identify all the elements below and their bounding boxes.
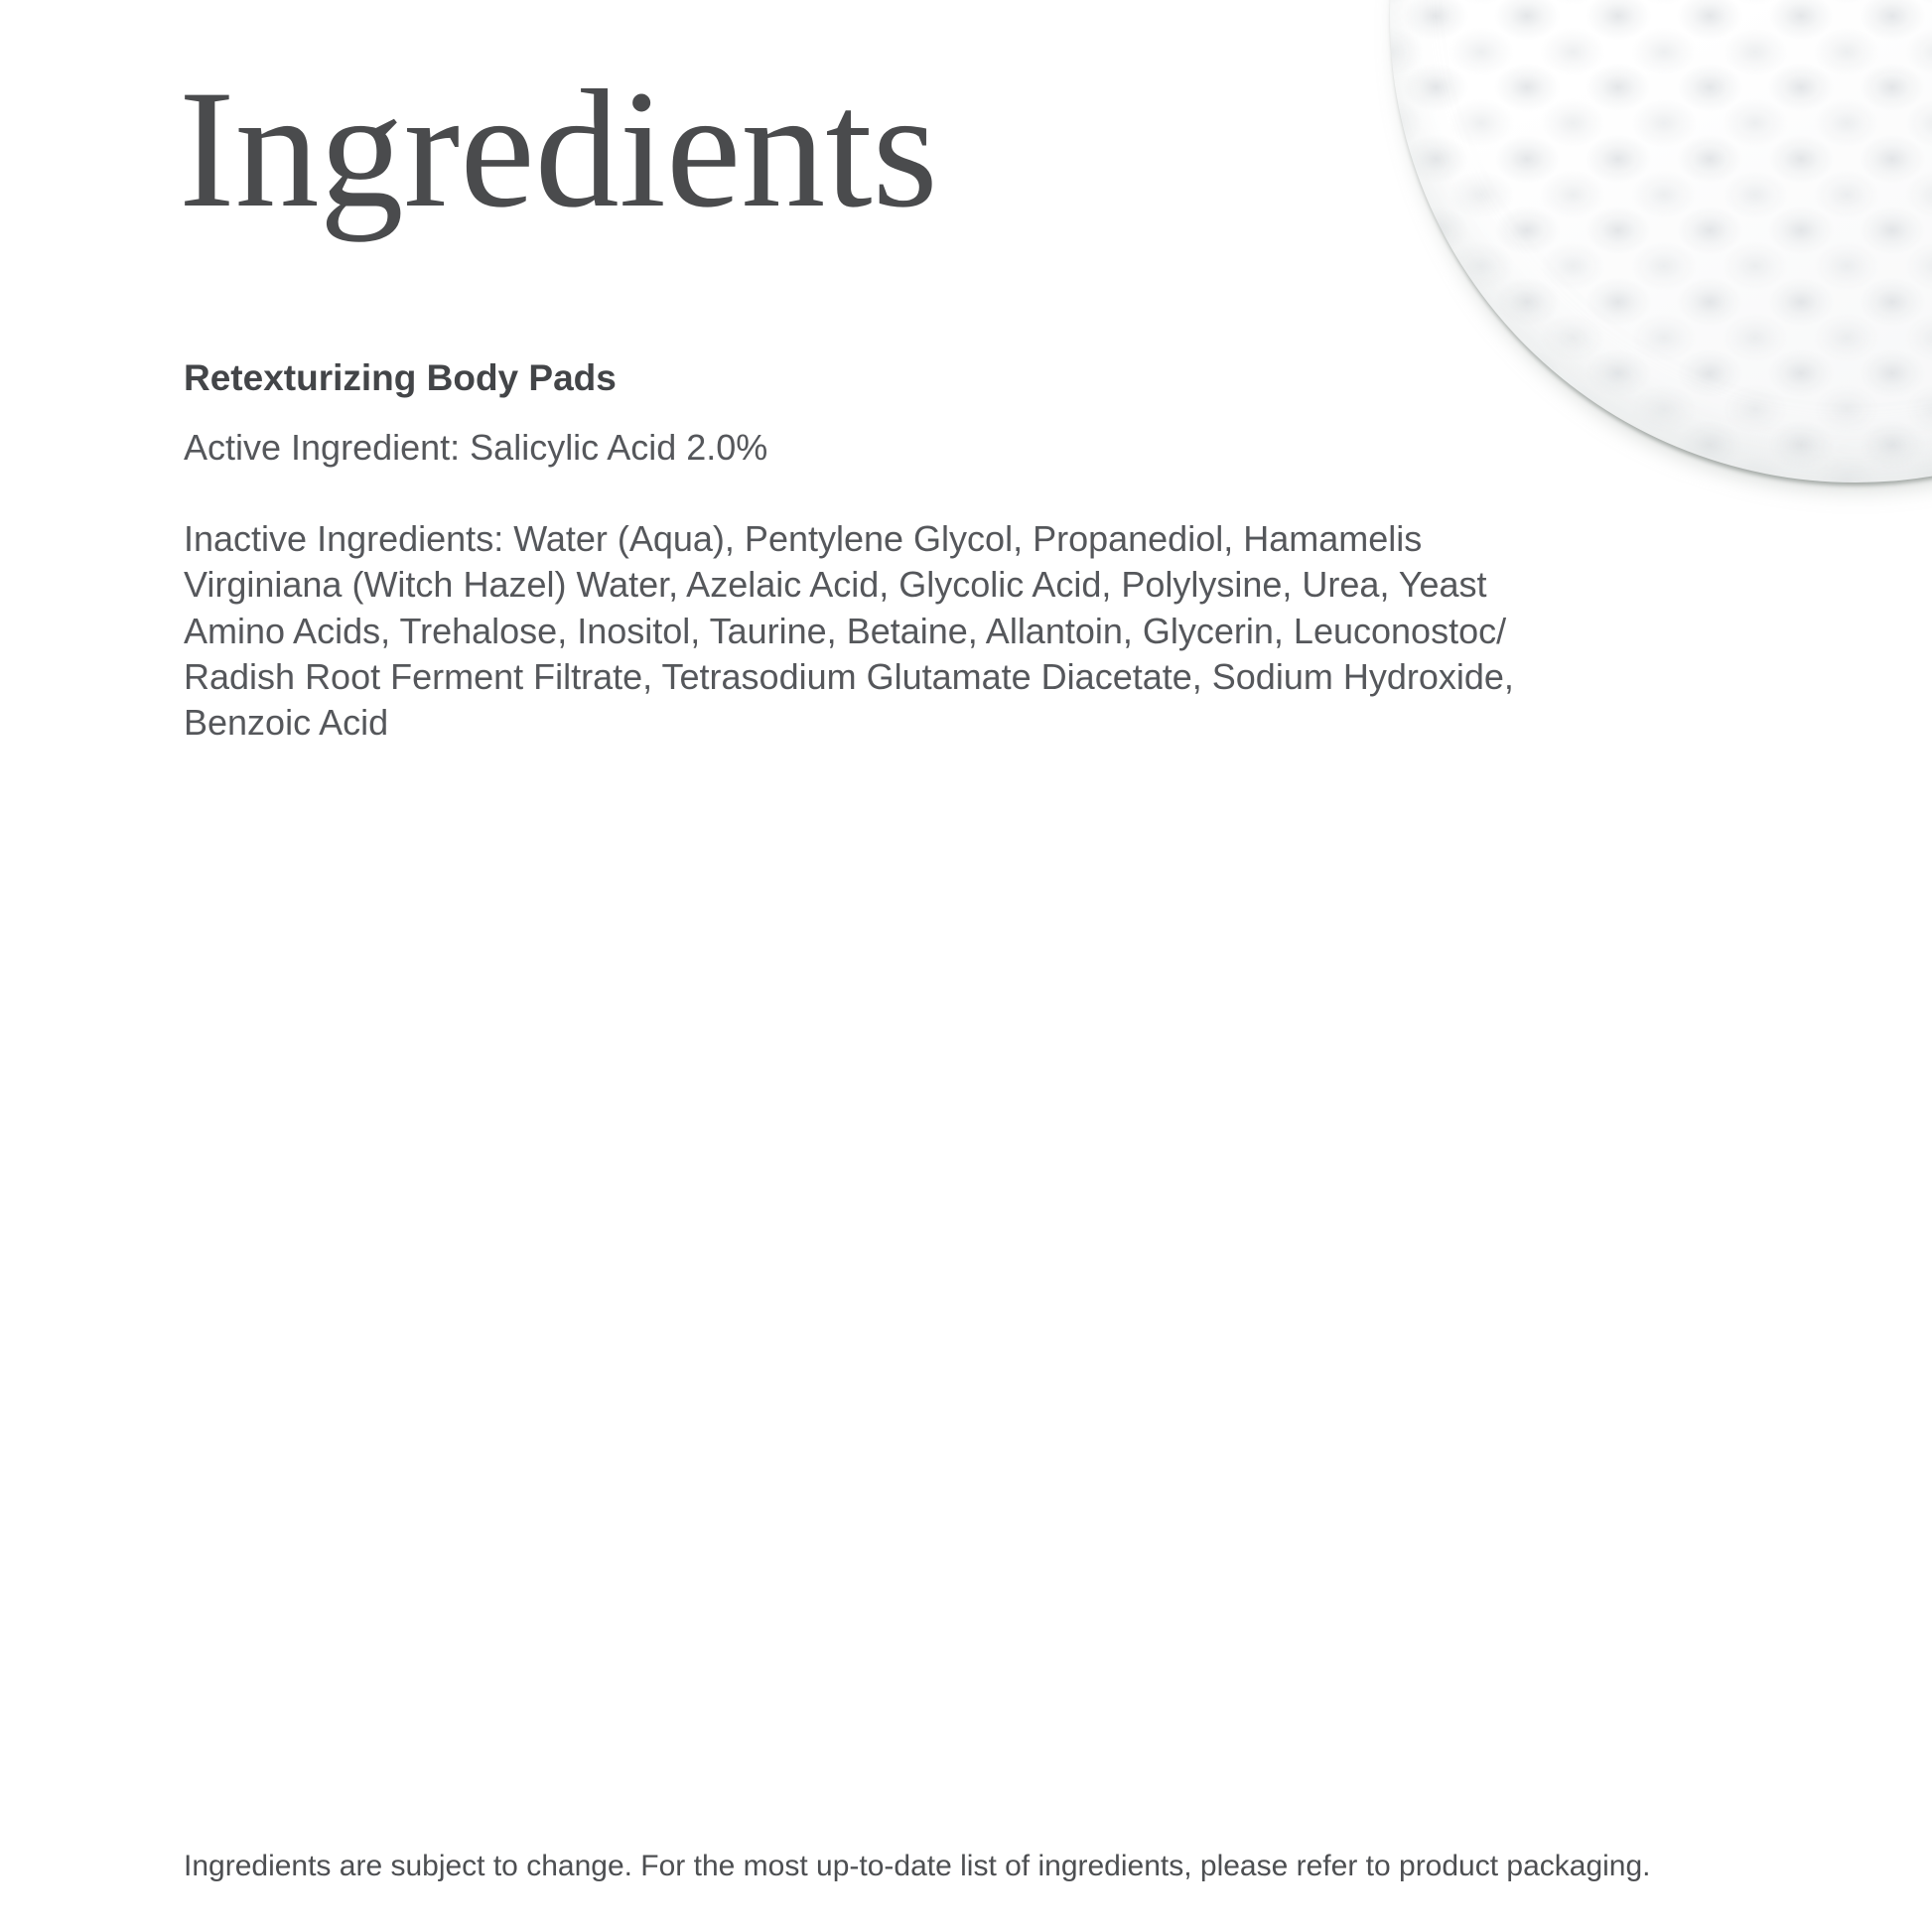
inactive-ingredients-line: Benzoic Acid (184, 702, 389, 744)
inactive-ingredients-line: Virginiana (Witch Hazel) Water, Azelaic Acid, Glycolic Acid, Polylysine, Urea, Yeast (184, 564, 1487, 606)
product-pad-image (1390, 0, 1932, 483)
active-ingredient-text: Active Ingredient: Salicylic Acid 2.0% (184, 427, 768, 468)
page-title: Ingredients (179, 56, 938, 242)
inactive-ingredients-line: Radish Root Ferment Filtrate, Tetrasodium Glutamate Diacetate, Sodium Hydroxide, (184, 655, 1514, 697)
footer-disclaimer: Ingredients are subject to change. For the most up-to-date list of ingredients, please refer to product packaging. (184, 1850, 1651, 1882)
inactive-ingredients-line: Inactive Ingredients: Water (Aqua), Pentylene Glycol, Propanediol, Hamamelis (184, 518, 1423, 559)
product-name: Retexturizing Body Pads (184, 357, 617, 398)
inactive-ingredients-line: Amino Acids, Trehalose, Inositol, Taurine, Betaine, Allantoin, Glycerin, Leuconostoc/ (184, 610, 1507, 651)
inactive-ingredients-text (184, 516, 1514, 746)
